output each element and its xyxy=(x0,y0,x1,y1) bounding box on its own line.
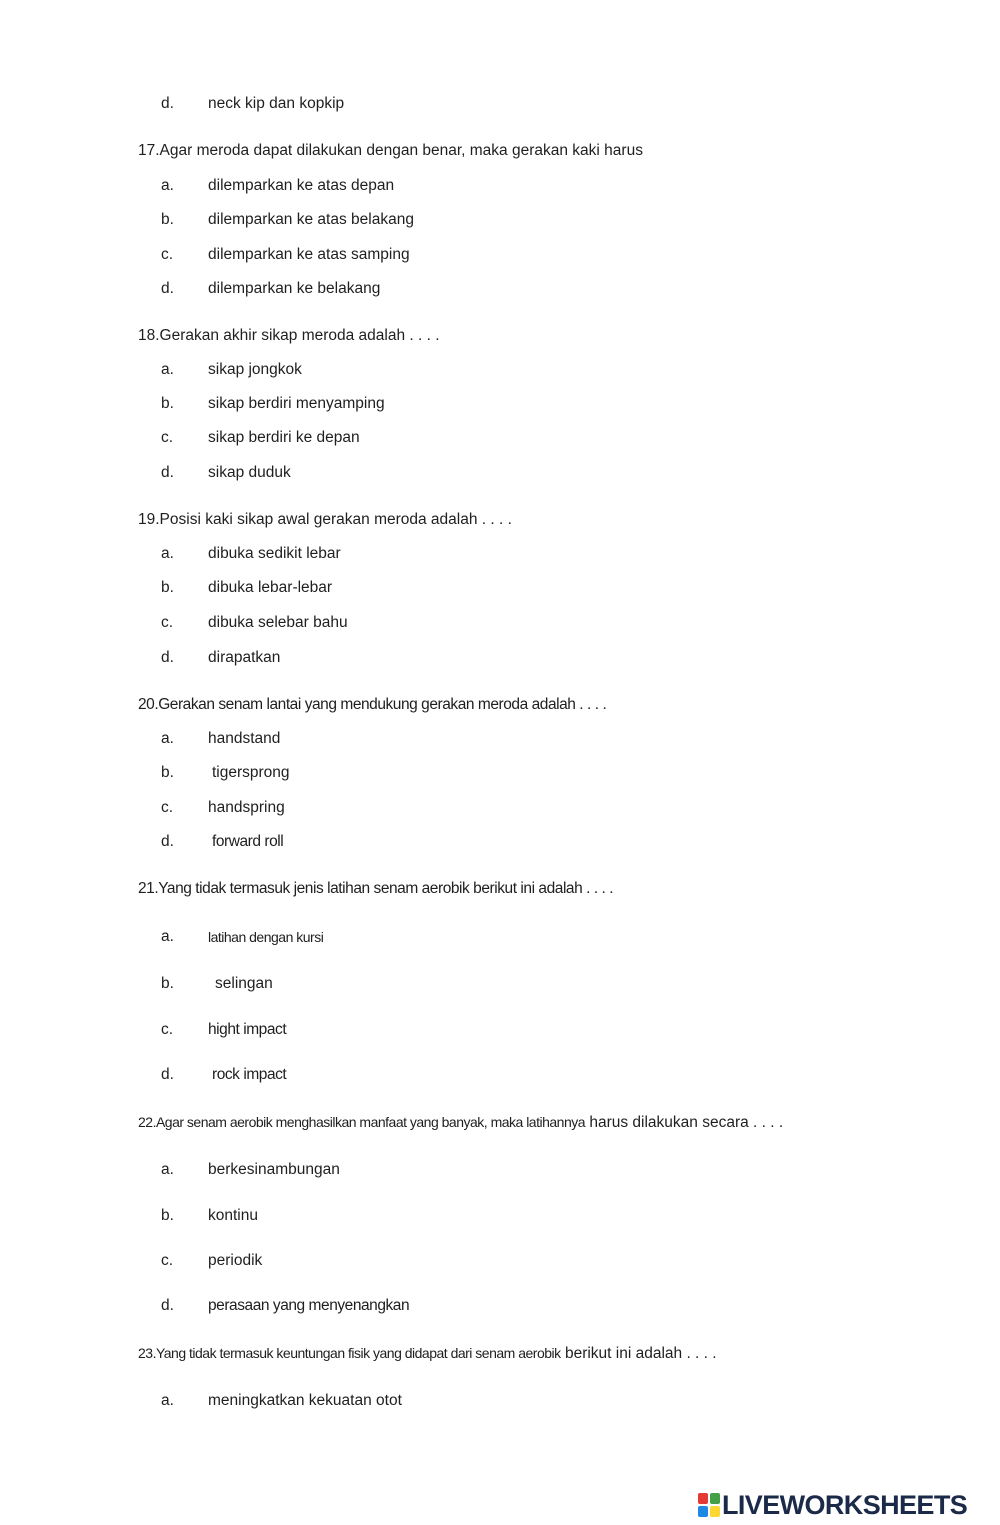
question-22-part-a: 22.Agar senam aerobik menghasilkan manfaat yang banyak, maka latihannya xyxy=(138,1114,586,1130)
option-letter: a. xyxy=(161,361,174,378)
option-text: selingan xyxy=(215,975,273,992)
option-letter: b. xyxy=(161,211,174,228)
question-18: 18.Gerakan akhir sikap meroda adalah . . . . xyxy=(138,327,440,344)
question-22 xyxy=(138,1112,783,1133)
option-letter: c. xyxy=(161,1252,174,1269)
option-text: sikap berdiri ke depan xyxy=(208,429,360,446)
option-text: kontinu xyxy=(208,1207,258,1224)
option-text: perasaan yang menyenangkan xyxy=(208,1297,410,1314)
option-letter: d. xyxy=(161,1066,174,1083)
option-text: berkesinambungan xyxy=(208,1161,340,1178)
question-22-part-b: harus dilakukan secara . . . . xyxy=(589,1114,784,1131)
option-letter: c. xyxy=(161,1021,174,1038)
option-letter: c. xyxy=(161,614,174,631)
option-letter: b. xyxy=(161,764,174,781)
option-text: dibuka lebar-lebar xyxy=(208,579,333,596)
option-letter: c. xyxy=(161,429,174,446)
option-text: periodik xyxy=(208,1252,263,1269)
logo-mark-icon xyxy=(698,1493,720,1517)
option-text: dibuka selebar bahu xyxy=(208,614,348,631)
option-text: forward roll xyxy=(212,833,284,850)
option-letter: d. xyxy=(161,649,174,666)
option-text: dibuka sedikit lebar xyxy=(208,545,341,562)
option-text: sikap jongkok xyxy=(208,361,302,378)
option-text: dilemparkan ke atas depan xyxy=(208,177,395,194)
option-text: dilemparkan ke belakang xyxy=(208,280,381,297)
option-text: dilemparkan ke atas samping xyxy=(208,246,410,263)
option-text: sikap berdiri menyamping xyxy=(208,395,385,412)
question-19: 19.Posisi kaki sikap awal gerakan meroda adalah . . . . xyxy=(138,511,512,528)
logo-text: LIVEWORKSHEETS xyxy=(722,1490,968,1520)
liveworksheets-logo xyxy=(698,1490,967,1520)
option-letter: a. xyxy=(161,730,174,747)
option-letter: b. xyxy=(161,975,174,992)
option-text: dirapatkan xyxy=(208,649,281,666)
question-23 xyxy=(138,1343,717,1364)
option-letter: c. xyxy=(161,799,174,816)
option-letter: c. xyxy=(161,246,174,263)
option-letter: b. xyxy=(161,395,174,412)
option-text: dilemparkan ke atas belakang xyxy=(208,211,414,228)
option-text: sikap duduk xyxy=(208,464,291,481)
option-letter: b. xyxy=(161,1207,174,1224)
question-21: 21.Yang tidak termasuk jenis latihan senam aerobik berikut ini adalah . . . . xyxy=(138,880,614,897)
option-text: meningkatkan kekuatan otot xyxy=(208,1392,402,1409)
question-17: 17.Agar meroda dapat dilakukan dengan benar, maka gerakan kaki harus xyxy=(138,142,643,159)
option-letter: d. xyxy=(161,464,174,481)
question-23-part-a: 23.Yang tidak termasuk keuntungan fisik yang didapat dari senam aerobik xyxy=(138,1345,561,1361)
option-letter: a. xyxy=(161,1392,174,1409)
option-text: tigersprong xyxy=(212,764,290,781)
question-20: 20.Gerakan senam lantai yang mendukung gerakan meroda adalah . . . . xyxy=(138,696,607,713)
option-letter: b. xyxy=(161,579,174,596)
option-text: handspring xyxy=(208,799,285,816)
option-text: latihan dengan kursi xyxy=(208,929,324,945)
option-text: handstand xyxy=(208,730,281,747)
option-letter: d. xyxy=(161,1297,174,1314)
option-text: hight impact xyxy=(208,1021,287,1038)
option-letter: a. xyxy=(161,1161,174,1178)
option-letter: a. xyxy=(161,928,174,945)
question-23-part-b: berikut ini adalah . . . . xyxy=(564,1345,717,1362)
option-letter: a. xyxy=(161,177,174,194)
option-letter: d. xyxy=(161,280,174,297)
option-letter: d. xyxy=(161,95,174,112)
option-text: rock impact xyxy=(212,1066,287,1083)
option-letter: a. xyxy=(161,545,174,562)
option-text: neck kip dan kopkip xyxy=(208,95,345,112)
option-letter: d. xyxy=(161,833,174,850)
